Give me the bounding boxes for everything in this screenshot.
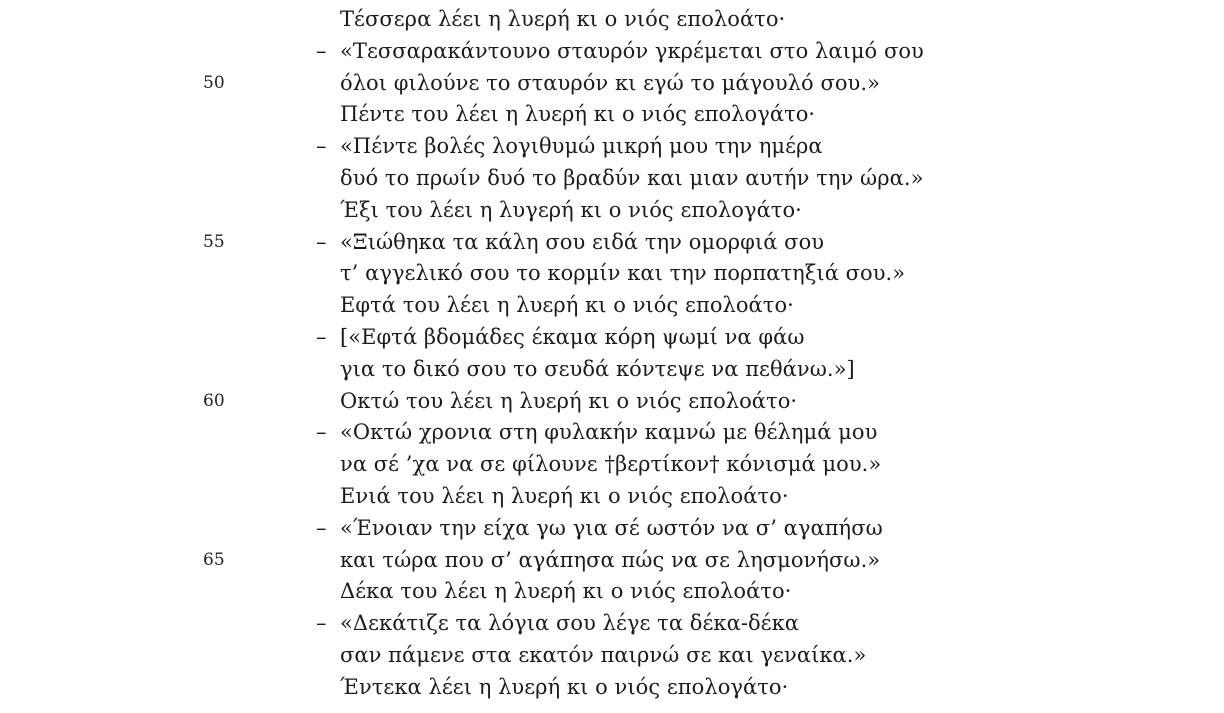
verse-line: [0, 195, 1224, 227]
line-number: 50: [203, 72, 225, 93]
verse-text: Πέντε του λέει η λυερή κι ο νιός επολογάτο·: [340, 102, 816, 127]
verse-text: «Ξιώθηκα τα κάλη σου ειδά την ομορφιά σου: [340, 229, 825, 254]
verse-line: [0, 68, 1224, 100]
verse-text: να σέ ’χα να σε φίλουνε †βερτίκον† κόνισμά μου.»: [340, 452, 882, 477]
dialogue-dash: –: [316, 38, 327, 63]
poem-text: [0, 4, 1224, 704]
verse-line: [0, 99, 1224, 131]
verse-line: [0, 163, 1224, 195]
dialogue-dash: –: [316, 229, 327, 254]
verse-text: όλοι φιλούνε το σταυρόν κι εγώ το μάγουλό σου.»: [340, 70, 880, 95]
verse-line: [0, 258, 1224, 290]
verse-text: δυό το πρωίν δυό το βραδύν και μιαν αυτήν την ώρα.»: [340, 165, 924, 190]
line-number: 65: [203, 549, 225, 570]
verse-text: «Πέντε βολές λογιθυμώ μικρή μου την ημέρα: [340, 134, 823, 159]
verse-text: σαν πάμενε στα εκατόν παιρνώ σε και γεναίκα.»: [340, 642, 867, 667]
verse-text: για το δικό σου το σευδά κόντεψε να πεθάνω.»]: [340, 356, 855, 381]
verse-text: Δέκα του λέει η λυερή κι ο νιός επολοάτο·: [340, 579, 792, 604]
verse-line: [0, 608, 1224, 640]
verse-text: «Τεσσαρακάντουνο σταυρόν γκρέμεται στο λαιμό σου: [340, 38, 924, 63]
verse-line: [0, 322, 1224, 354]
verse-line: [0, 640, 1224, 672]
verse-text: Τέσσερα λέει η λυερή κι ο νιός επολοάτο·: [340, 7, 786, 31]
verse-line: [0, 481, 1224, 513]
verse-line: [0, 354, 1224, 386]
verse-line: [0, 672, 1224, 704]
dialogue-dash: –: [316, 515, 327, 540]
verse-text: [«Εφτά βδομάδες έκαμα κόρη ψωμί να φάω: [340, 324, 805, 349]
verse-text: Εφτά του λέει η λυερή κι ο νιός επολοάτο·: [340, 293, 794, 318]
verse-text: «Οκτώ χρονια στη φυλακήν καμνώ με θέλημά μου: [340, 420, 878, 445]
verse-line: [0, 227, 1224, 259]
verse-text: Ενιά του λέει η λυερή κι ο νιός επολοάτο·: [340, 483, 789, 508]
verse-line: [0, 4, 1224, 36]
dialogue-dash: –: [316, 324, 327, 349]
verse-text: τ’ αγγελικό σου το κορμίν και την πορπατηξιά σου.»: [340, 261, 906, 286]
verse-line: [0, 449, 1224, 481]
verse-text: Έξι του λέει η λυγερή κι ο νιός επολογάτο·: [340, 197, 802, 222]
dialogue-dash: –: [316, 134, 327, 159]
verse-line: [0, 131, 1224, 163]
dialogue-dash: –: [316, 611, 327, 636]
verse-line: [0, 290, 1224, 322]
verse-line: [0, 36, 1224, 68]
verse-line: [0, 417, 1224, 449]
verse-line: [0, 513, 1224, 545]
verse-text: Έντεκα λέει η λυερή κι ο νιός επολογάτο·: [340, 674, 789, 699]
verse-line: [0, 545, 1224, 577]
verse-text: «Ένοιαν την είχα γω για σέ ωστόν να σ’ αγαπήσω: [340, 515, 883, 540]
line-number: 55: [203, 231, 225, 252]
verse-text: και τώρα που σ’ αγάπησα πώς να σε λησμονήσω.»: [340, 547, 881, 572]
verse-line: [0, 386, 1224, 418]
verse-text: Οκτώ του λέει η λυερή κι ο νιός επολοάτο·: [340, 388, 798, 413]
verse-text: «Δεκάτιζε τα λόγια σου λέγε τα δέκα-δέκα: [340, 611, 799, 636]
verse-line: [0, 576, 1224, 608]
dialogue-dash: –: [316, 420, 327, 445]
line-number: 60: [203, 390, 225, 411]
